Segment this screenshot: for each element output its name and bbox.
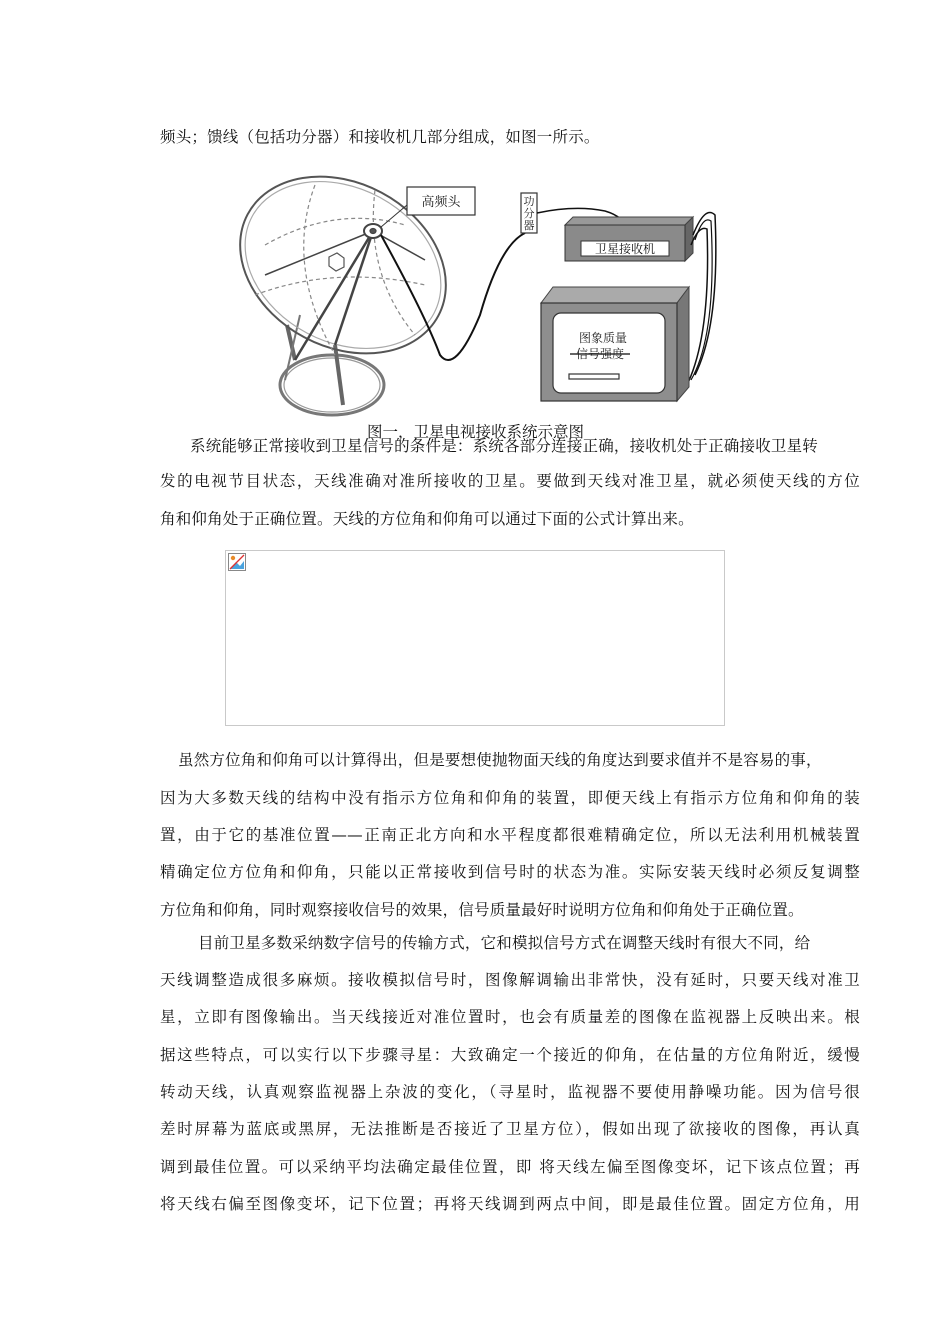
para3-line-6: 差时屏幕为蓝底或黑屏，无法推断是否接近了卫星方位），假如出现了欲接收的图像，再认真: [160, 1120, 860, 1138]
para3-line-4: 据这些特点，可以实行以下步骤寻星：大致确定一个接近的仰角，在估量的方位角附近，缓慢: [160, 1046, 860, 1064]
intro-line: 频头；馈线（包括功分器）和接收机几部分组成，如图一所示。: [160, 128, 600, 146]
quality-label: 图象质量: [578, 331, 628, 345]
receiver-label: 卫星接收机: [594, 242, 656, 256]
broken-image-icon: [228, 553, 246, 571]
para2-line-2: 因为大多数天线的结构中没有指示方位角和仰角的装置，即便天线上有指示方位角和仰角的装: [160, 789, 860, 807]
para3-line-3: 星，立即有图像输出。当天线接近对准位置时，也会有质量差的图像在监视器上反映出来。根: [160, 1008, 860, 1026]
para3-line-1: 目前卫星多数采纳数字信号的传输方式，它和模拟信号方式在调整天线时有很大不同，给: [198, 934, 811, 952]
lnb-label: 高频头: [421, 194, 461, 209]
para1-line-1: 系统能够正常接收到卫星信号的条件是：系统各部分连接正确，接收机处于正确接收卫星转: [190, 437, 819, 455]
para3-line-2: 天线调整造成很多麻烦。接收模拟信号时，图像解调输出非常快，没有延时，只要天线对准卫: [160, 971, 860, 989]
para2-line-5: 方位角和仰角，同时观察接收信号的效果，信号质量最好时说明方位角和仰角处于正确位置。: [160, 901, 804, 919]
para3-line-5: 转动天线，认真观察监视器上杂波的变化，（寻星时，监视器不要使用静噪功能。因为信号很: [160, 1083, 860, 1101]
para2-line-3: 置，由于它的基准位置——正南正北方向和水平程度都很难精确定位，所以无法利用机械装置: [160, 826, 860, 844]
splitter-label: 功分器: [523, 196, 535, 232]
formula-image-placeholder: [225, 550, 725, 726]
para3-line-8: 将天线右偏至图像变坏，记下位置；再将天线调到两点中间，即是最佳位置。固定方位角，用: [160, 1195, 860, 1213]
para2-line-1: 虽然方位角和仰角可以计算得出，但是要想使抛物面天线的角度达到要求值并不是容易的事，: [178, 751, 822, 769]
figure-caption: 图一，卫星电视接收系统示意图: [365, 420, 586, 442]
para3-line-7: 调到最佳位置。可以采纳平均法确定最佳位置，即 将天线左偏至图像变坏，记下该点位置；再: [160, 1158, 860, 1176]
para1-line-3: 角和仰角处于正确位置。天线的方位角和仰角可以通过下面的公式计算出来。: [160, 510, 694, 528]
satellite-system-diagram: [225, 165, 730, 437]
strength-label: 信号强度: [575, 347, 625, 361]
para1-line-2: 发的电视节目状态，天线准确对准所接收的卫星。要做到天线对准卫星，就必须使天线的方位: [160, 472, 860, 490]
para2-line-4: 精确定位方位角和仰角，只能以正常接收到信号时的状态为准。实际安装天线时必须反复调整: [160, 863, 860, 881]
